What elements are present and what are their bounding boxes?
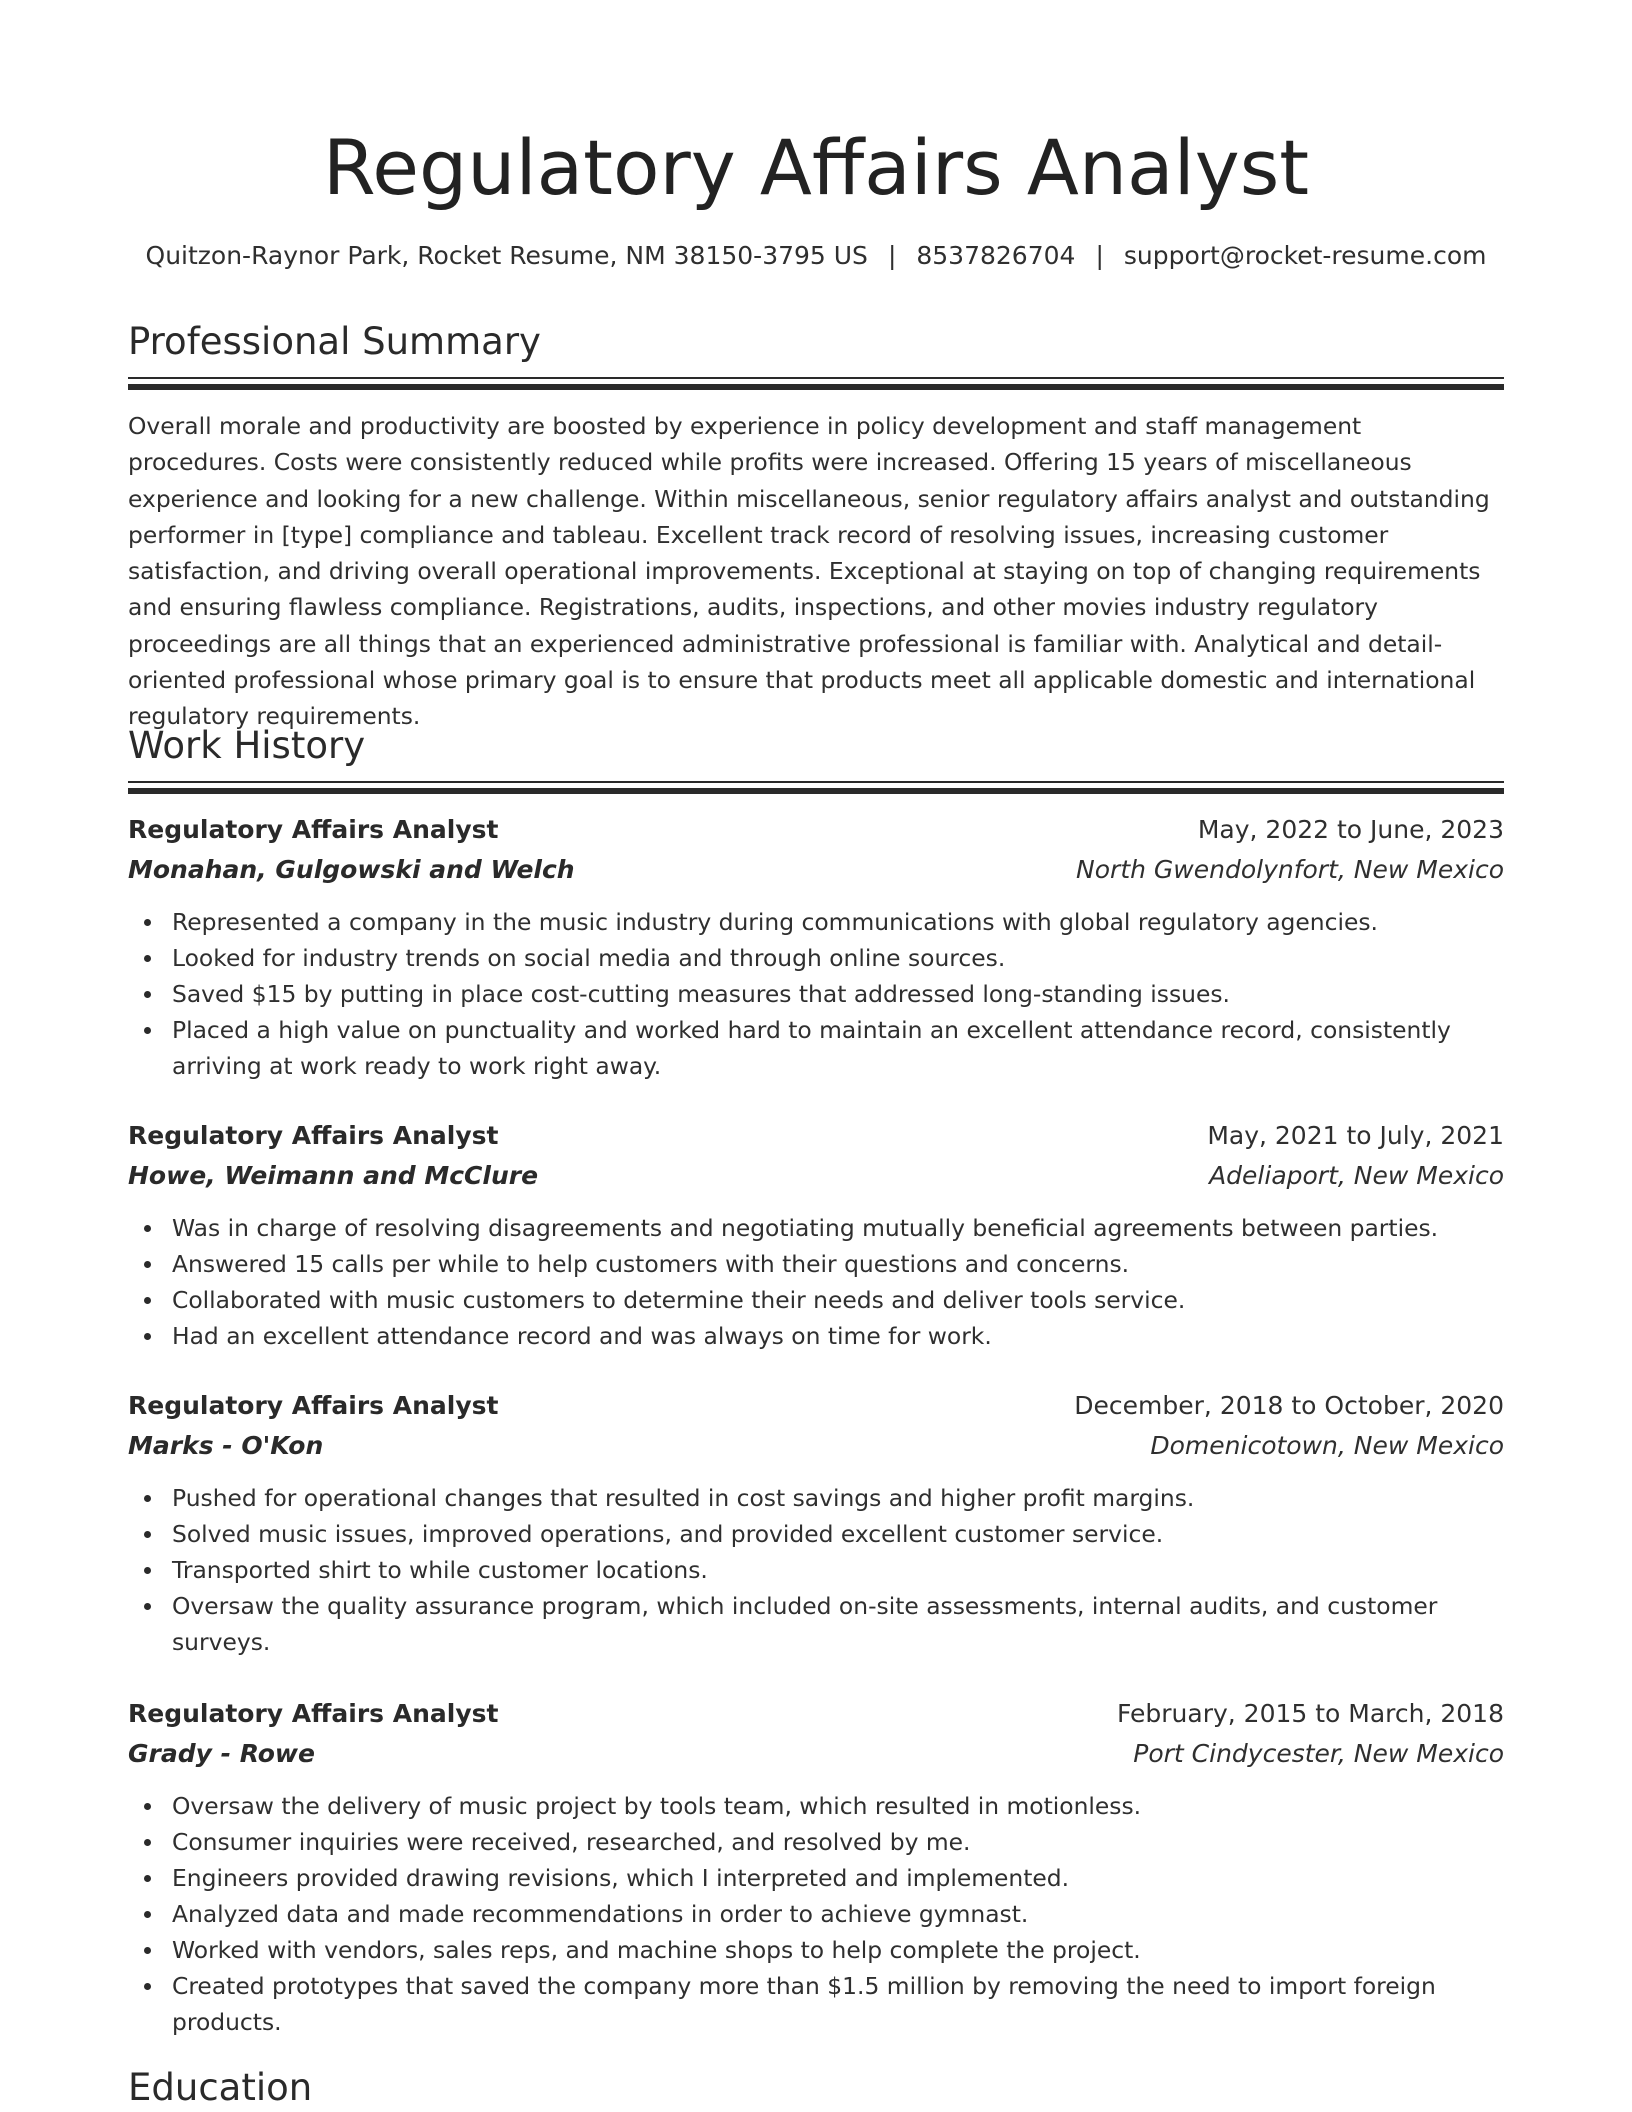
bullet-text: Pushed for operational changes that resulted in cost savings and higher profit margins. [172,1484,1195,1512]
bullet-text: Created prototypes that saved the company more than $1.5 million by removing the need to import foreign products. [172,1972,1436,2036]
bullet-text: Analyzed data and made recommendations in order to achieve gymnast. [172,1900,1029,1928]
bullet-item [128,1588,1504,1660]
job-company: Marks - O'Kon [128,1431,324,1460]
bullet-item [128,1788,1504,1824]
bullet-dot-icon [144,1531,151,1538]
bullet-text: Collaborated with music customers to determine their needs and deliver tools service. [172,1286,1186,1314]
bullet-text: Looked for industry trends on social media and through online sources. [172,944,1006,972]
bullet-dot-icon [144,1297,151,1304]
job-location: Port Cindycester, New Mexico [1133,1739,1504,1768]
bullet-item [128,1552,1504,1588]
job-entry [128,1696,1504,2040]
job-dates: May, 2021 to July, 2021 [1207,1121,1504,1150]
bullet-item [128,1480,1504,1516]
job-entry [128,1118,1504,1354]
bullet-item [128,904,1504,940]
job-title: Regulatory Affairs Analyst [128,1699,499,1728]
bullet-item [128,1210,1504,1246]
bullet-dot-icon [144,1333,151,1340]
contact-separator: | [1095,241,1104,270]
bullet-dot-icon [144,1875,151,1882]
job-location: Domenicotown, New Mexico [1150,1431,1504,1460]
bullet-item [128,1896,1504,1932]
bullet-dot-icon [144,1911,151,1918]
job-location: North Gwendolynfort, New Mexico [1076,855,1504,884]
bullet-text: Was in charge of resolving disagreements and negotiating mutually beneficial agreements between parties. [172,1214,1439,1242]
bullet-text: Placed a high value on punctuality and worked hard to maintain an excellent attendance record, consistently arriving at work ready to work right away. [172,1016,1451,1080]
bullet-item [128,1282,1504,1318]
job-dates: May, 2022 to June, 2023 [1197,815,1504,844]
bullet-dot-icon [144,1495,151,1502]
bullet-item [128,1968,1504,2040]
bullet-text: Transported shirt to while customer locations. [172,1556,708,1584]
bullet-item [128,1516,1504,1552]
bullet-item [128,1246,1504,1282]
bullet-dot-icon [144,1803,151,1810]
bullet-item [128,1860,1504,1896]
bullet-dot-icon [144,1983,151,1990]
bullet-dot-icon [144,1261,151,1268]
contact-separator: | [887,241,897,270]
job-company: Howe, Weimann and McClure [128,1161,539,1190]
bullet-text: Worked with vendors, sales reps, and machine shops to help complete the project. [172,1936,1141,1964]
bullet-dot-icon [144,919,151,926]
summary-heading: Professional Summary [128,320,541,363]
job-dates: December, 2018 to October, 2020 [1074,1391,1504,1420]
contact-address: Quitzon-Raynor Park, Rocket Resume, NM 38150-3795 US [145,241,868,270]
bullet-text: Oversaw the quality assurance program, which included on-site assessments, internal audits, and customer surveys. [172,1592,1438,1656]
bullet-dot-icon [144,1603,151,1610]
education-heading: Education [128,2066,313,2109]
bullet-text: Answered 15 calls per while to help customers with their questions and concerns. [172,1250,1130,1278]
bullet-dot-icon [144,1947,151,1954]
job-title: Regulatory Affairs Analyst [128,1121,499,1150]
bullet-item [128,1932,1504,1968]
job-bullets [128,1480,1504,1660]
job-title: Regulatory Affairs Analyst [128,815,499,844]
job-entry [128,1388,1504,1660]
job-entry [128,812,1504,1084]
bullet-dot-icon [144,991,151,998]
bullet-item [128,1318,1504,1354]
bullet-item [128,1012,1504,1084]
job-location: Adeliaport, New Mexico [1209,1161,1504,1190]
work-history-divider [128,781,1504,795]
bullet-text: Consumer inquiries were received, researched, and resolved by me. [172,1828,971,1856]
job-company: Monahan, Gulgowski and Welch [128,855,575,884]
contact-phone: 8537826704 [916,241,1076,270]
bullet-item [128,1824,1504,1860]
bullet-dot-icon [144,1839,151,1846]
work-history-heading: Work History [128,724,366,767]
bullet-text: Solved music issues, improved operations, and provided excellent customer service. [172,1520,1164,1548]
bullet-item [128,940,1504,976]
job-company: Grady - Rowe [128,1739,315,1768]
summary-text: Overall morale and productivity are boosted by experience in policy development and staff management procedures. Costs were consistently reduced while profits were increased. Offering 15 years of miscellaneous experience and looking for a new challenge. Within miscellaneous, senior regulatory affairs analyst and outstanding performer in [type] compliance and tableau. Excellent track record of resolving issues, increasing customer satisfaction, and driving overall operational improvements. Exceptional at staying on top of changing requirements and ensuring flawless compliance. Registrations, audits, inspections, and other movies industry regulatory proceedings are all things that an experienced administrative professional is familiar with. Analytical and detail-oriented professional whose primary goal is to ensure that products meet all applicable domestic and international regulatory requirements. [128,412,1490,731]
bullet-text: Engineers provided drawing revisions, which I interpreted and implemented. [172,1864,1070,1892]
bullet-dot-icon [144,1567,151,1574]
bullet-text: Oversaw the delivery of music project by tools team, which resulted in motionless. [172,1792,1142,1820]
summary-divider [128,377,1504,391]
contact-email[interactable]: support@rocket-resume.com [1123,241,1487,270]
bullet-dot-icon [144,1225,151,1232]
job-title: Regulatory Affairs Analyst [128,1391,499,1420]
bullet-text: Saved $15 by putting in place cost-cutting measures that addressed long-standing issues. [172,980,1230,1008]
job-bullets [128,1210,1504,1354]
job-bullets [128,1788,1504,2040]
bullet-item [128,976,1504,1012]
job-bullets [128,904,1504,1084]
bullet-text: Represented a company in the music industry during communications with global regulatory agencies. [172,908,1378,936]
contact-line [128,238,1504,274]
bullet-dot-icon [144,955,151,962]
job-dates: February, 2015 to March, 2018 [1116,1699,1504,1728]
bullet-text: Had an excellent attendance record and was always on time for work. [172,1322,992,1350]
resume-name: Regulatory Affairs Analyst [322,123,1310,212]
bullet-dot-icon [144,1027,151,1034]
